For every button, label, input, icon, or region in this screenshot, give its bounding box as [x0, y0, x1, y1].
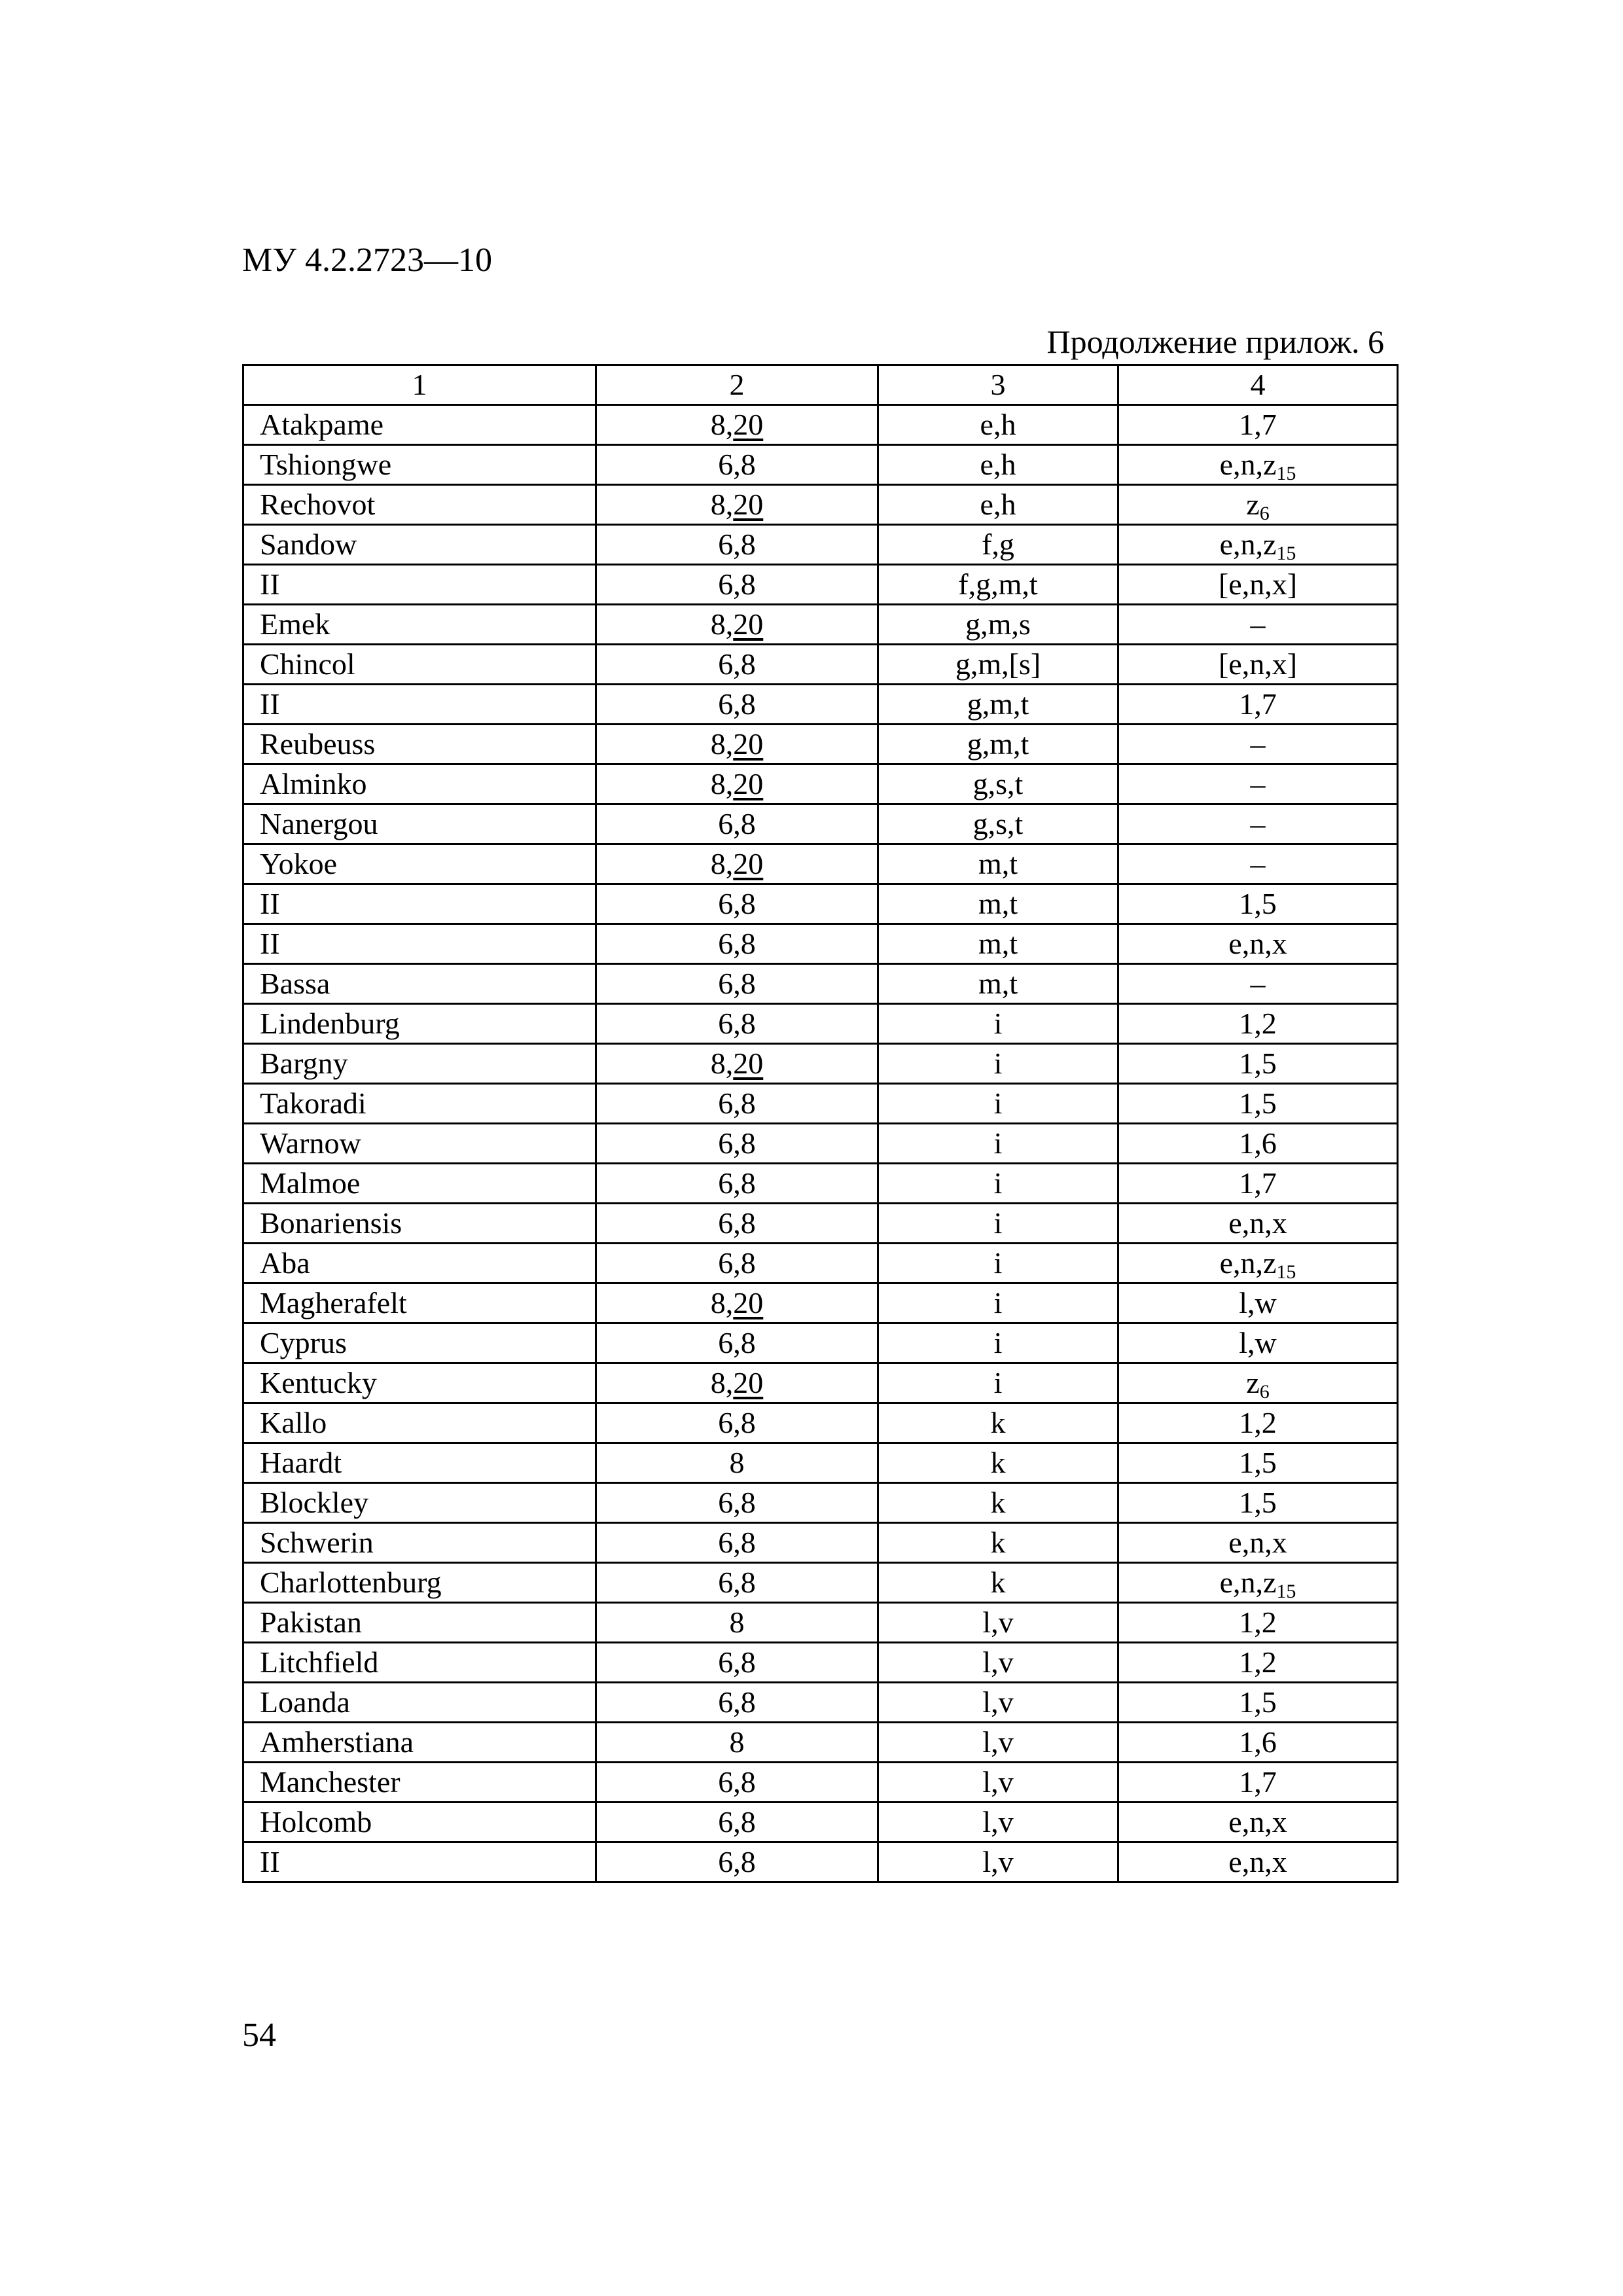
o-antigen-cell: 6,8	[596, 1683, 878, 1723]
table-row	[243, 1763, 1398, 1803]
serovar-name-cell: Charlottenburg	[243, 1563, 596, 1603]
h-phase1-cell: g,m,[s]	[878, 645, 1118, 685]
o-antigen-cell: 6,8	[596, 1244, 878, 1283]
h-phase1-cell: i	[878, 1084, 1118, 1124]
serovar-name-cell: Tshiongwe	[243, 445, 596, 485]
serovar-name-cell: Yokoe	[243, 844, 596, 884]
h-phase2-cell: $z_6$	[1118, 485, 1398, 525]
h-phase2-cell: [e,n,x]	[1118, 565, 1398, 605]
h-phase1-cell: i	[878, 1204, 1118, 1244]
serovar-name-cell: Reubeuss	[243, 725, 596, 764]
o-antigen-cell: 6,8	[596, 1842, 878, 1882]
o-antigen-cell: 6,8	[596, 1523, 878, 1563]
serovar-name-cell: Warnow	[243, 1124, 596, 1164]
o-antigen-cell: 6,8	[596, 1563, 878, 1603]
serovar-name-cell: II	[243, 884, 596, 924]
h-phase2-cell: 1,7	[1118, 1164, 1398, 1204]
h-phase2-cell: $e,n,z_{15}$	[1118, 445, 1398, 485]
h-phase1-cell: l,v	[878, 1842, 1118, 1882]
table-row	[243, 485, 1398, 525]
serovar-name-cell: Kentucky	[243, 1363, 596, 1403]
table-row	[243, 1523, 1398, 1563]
h-phase2-cell: 1,5	[1118, 1483, 1398, 1523]
h-phase1-cell: m,t	[878, 844, 1118, 884]
h-phase1-cell: i	[878, 1323, 1118, 1363]
h-phase2-cell: 1,6	[1118, 1723, 1398, 1763]
table-row	[243, 1363, 1398, 1403]
o-antigen-cell: 8,20	[596, 1283, 878, 1323]
serovar-name-cell: Blockley	[243, 1483, 596, 1523]
serovar-name-cell: Aba	[243, 1244, 596, 1283]
h-phase1-cell: i	[878, 1004, 1118, 1044]
o-antigen-cell: 6,8	[596, 1204, 878, 1244]
o-antigen-cell: 8,20	[596, 725, 878, 764]
h-phase1-cell: i	[878, 1164, 1118, 1204]
table-row	[243, 1683, 1398, 1723]
h-phase2-cell: e,n,x	[1118, 1803, 1398, 1842]
table-row	[243, 565, 1398, 605]
o-antigen-cell: 6,8	[596, 1164, 878, 1204]
serovar-name-cell: Haardt	[243, 1443, 596, 1483]
h-phase2-cell: 1,7	[1118, 1763, 1398, 1803]
o-antigen-cell: 6,8	[596, 1483, 878, 1523]
o-antigen-cell: 6,8	[596, 525, 878, 565]
table-row	[243, 725, 1398, 764]
h-phase2-cell: $z_6$	[1118, 1363, 1398, 1403]
serovar-name-cell: II	[243, 565, 596, 605]
h-phase2-cell: 1,5	[1118, 1443, 1398, 1483]
h-phase1-cell: l,v	[878, 1683, 1118, 1723]
h-phase2-cell: 1,2	[1118, 1643, 1398, 1683]
table-body	[243, 405, 1398, 1882]
h-phase2-cell: –	[1118, 605, 1398, 645]
o-antigen-cell: 8	[596, 1443, 878, 1483]
serovar-name-cell: Schwerin	[243, 1523, 596, 1563]
h-phase2-cell: –	[1118, 844, 1398, 884]
o-antigen-cell: 8,20	[596, 1363, 878, 1403]
h-phase1-cell: g,m,s	[878, 605, 1118, 645]
o-antigen-cell: 6,8	[596, 1803, 878, 1842]
h-phase2-cell: e,n,x	[1118, 1842, 1398, 1882]
h-phase1-cell: e,h	[878, 445, 1118, 485]
serovar-name-cell: Rechovot	[243, 485, 596, 525]
serovar-name-cell: Holcomb	[243, 1803, 596, 1842]
h-phase1-cell: m,t	[878, 964, 1118, 1004]
o-antigen-cell: 6,8	[596, 1643, 878, 1683]
h-phase2-cell: –	[1118, 964, 1398, 1004]
table-row	[243, 1643, 1398, 1683]
serotype-table	[242, 364, 1399, 1883]
table-row	[243, 884, 1398, 924]
h-phase2-cell: l,w	[1118, 1283, 1398, 1323]
serovar-name-cell: Kallo	[243, 1403, 596, 1443]
table-row	[243, 1723, 1398, 1763]
serovar-name-cell: Loanda	[243, 1683, 596, 1723]
table-row	[243, 1283, 1398, 1323]
serovar-name-cell: Pakistan	[243, 1603, 596, 1643]
h-phase2-cell: 1,7	[1118, 405, 1398, 445]
table-row	[243, 1004, 1398, 1044]
h-phase2-cell: e,n,x	[1118, 924, 1398, 964]
table-row	[243, 1044, 1398, 1084]
table-row	[243, 1244, 1398, 1283]
table-row	[243, 525, 1398, 565]
serovar-name-cell: Manchester	[243, 1763, 596, 1803]
table-row	[243, 804, 1398, 844]
h-phase1-cell: e,h	[878, 485, 1118, 525]
table-row	[243, 1403, 1398, 1443]
h-phase1-cell: i	[878, 1044, 1118, 1084]
table-row	[243, 844, 1398, 884]
h-phase1-cell: l,v	[878, 1763, 1118, 1803]
o-antigen-cell: 6,8	[596, 1124, 878, 1164]
serovar-name-cell: Alminko	[243, 764, 596, 804]
h-phase1-cell: k	[878, 1403, 1118, 1443]
h-phase1-cell: f,g	[878, 525, 1118, 565]
o-antigen-cell: 6,8	[596, 565, 878, 605]
h-phase2-cell: l,w	[1118, 1323, 1398, 1363]
serovar-name-cell: Magherafelt	[243, 1283, 596, 1323]
o-antigen-cell: 6,8	[596, 804, 878, 844]
column-header: 2	[596, 365, 878, 405]
h-phase1-cell: i	[878, 1363, 1118, 1403]
h-phase1-cell: l,v	[878, 1803, 1118, 1842]
table-row	[243, 1483, 1398, 1523]
column-header: 3	[878, 365, 1118, 405]
serovar-name-cell: Cyprus	[243, 1323, 596, 1363]
table-row	[243, 685, 1398, 725]
h-phase2-cell: –	[1118, 725, 1398, 764]
table-row	[243, 1204, 1398, 1244]
column-header: 4	[1118, 365, 1398, 405]
o-antigen-cell: 6,8	[596, 924, 878, 964]
table-row	[243, 1323, 1398, 1363]
o-antigen-cell: 6,8	[596, 445, 878, 485]
h-phase2-cell: e,n,x	[1118, 1204, 1398, 1244]
serovar-name-cell: Chincol	[243, 645, 596, 685]
serovar-name-cell: Lindenburg	[243, 1004, 596, 1044]
serovar-name-cell: Emek	[243, 605, 596, 645]
o-antigen-cell: 6,8	[596, 1323, 878, 1363]
o-antigen-cell: 6,8	[596, 1763, 878, 1803]
h-phase1-cell: i	[878, 1283, 1118, 1323]
h-phase1-cell: k	[878, 1523, 1118, 1563]
o-antigen-cell: 6,8	[596, 645, 878, 685]
h-phase2-cell: 1,2	[1118, 1603, 1398, 1643]
h-phase1-cell: l,v	[878, 1643, 1118, 1683]
h-phase2-cell: $e,n,z_{15}$	[1118, 1244, 1398, 1283]
h-phase1-cell: g,m,t	[878, 685, 1118, 725]
serovar-name-cell: Atakpame	[243, 405, 596, 445]
h-phase1-cell: l,v	[878, 1723, 1118, 1763]
o-antigen-cell: 8	[596, 1723, 878, 1763]
o-antigen-cell: 6,8	[596, 685, 878, 725]
h-phase1-cell: k	[878, 1483, 1118, 1523]
serovar-name-cell: II	[243, 685, 596, 725]
h-phase2-cell: 1,2	[1118, 1004, 1398, 1044]
o-antigen-cell: 8,20	[596, 605, 878, 645]
h-phase1-cell: i	[878, 1124, 1118, 1164]
serovar-name-cell: Malmoe	[243, 1164, 596, 1204]
h-phase2-cell: $e,n,z_{15}$	[1118, 1563, 1398, 1603]
h-phase2-cell: 1,2	[1118, 1403, 1398, 1443]
serovar-name-cell: Bonariensis	[243, 1204, 596, 1244]
h-phase2-cell: 1,5	[1118, 1683, 1398, 1723]
o-antigen-cell: 6,8	[596, 1004, 878, 1044]
table-row	[243, 1164, 1398, 1204]
serovar-name-cell: II	[243, 924, 596, 964]
o-antigen-cell: 6,8	[596, 964, 878, 1004]
h-phase1-cell: m,t	[878, 884, 1118, 924]
table-row	[243, 445, 1398, 485]
h-phase2-cell: 1,5	[1118, 1084, 1398, 1124]
serovar-name-cell: Nanergou	[243, 804, 596, 844]
serovar-name-cell: Sandow	[243, 525, 596, 565]
table-row	[243, 1603, 1398, 1643]
table-row	[243, 1563, 1398, 1603]
o-antigen-cell: 6,8	[596, 884, 878, 924]
o-antigen-cell: 8,20	[596, 405, 878, 445]
h-phase1-cell: g,m,t	[878, 725, 1118, 764]
table-header-row	[243, 365, 1398, 405]
table-row	[243, 1084, 1398, 1124]
serovar-name-cell: Bassa	[243, 964, 596, 1004]
h-phase1-cell: k	[878, 1443, 1118, 1483]
o-antigen-cell: 6,8	[596, 1403, 878, 1443]
table-row	[243, 645, 1398, 685]
table-row	[243, 964, 1398, 1004]
serovar-name-cell: II	[243, 1842, 596, 1882]
o-antigen-cell: 8,20	[596, 844, 878, 884]
h-phase2-cell: 1,5	[1118, 1044, 1398, 1084]
document-code: МУ 4.2.2723—10	[242, 242, 493, 279]
serovar-name-cell: Litchfield	[243, 1643, 596, 1683]
h-phase2-cell: [e,n,x]	[1118, 645, 1398, 685]
serovar-name-cell: Takoradi	[243, 1084, 596, 1124]
h-phase1-cell: l,v	[878, 1603, 1118, 1643]
h-phase1-cell: g,s,t	[878, 804, 1118, 844]
h-phase2-cell: –	[1118, 764, 1398, 804]
table-row	[243, 1803, 1398, 1842]
table-row	[243, 1842, 1398, 1882]
page-number: 54	[242, 2017, 276, 2054]
table-row	[243, 924, 1398, 964]
table-caption: Продолжение прилож. 6	[1046, 323, 1384, 360]
o-antigen-cell: 8	[596, 1603, 878, 1643]
h-phase1-cell: k	[878, 1563, 1118, 1603]
h-phase1-cell: f,g,m,t	[878, 565, 1118, 605]
table-row	[243, 405, 1398, 445]
o-antigen-cell: 8,20	[596, 764, 878, 804]
o-antigen-cell: 6,8	[596, 1084, 878, 1124]
h-phase2-cell: $e,n,z_{15}$	[1118, 525, 1398, 565]
h-phase2-cell: 1,7	[1118, 685, 1398, 725]
table-row	[243, 605, 1398, 645]
h-phase2-cell: e,n,x	[1118, 1523, 1398, 1563]
h-phase1-cell: m,t	[878, 924, 1118, 964]
o-antigen-cell: 8,20	[596, 485, 878, 525]
serovar-name-cell: Bargny	[243, 1044, 596, 1084]
column-header: 1	[243, 365, 596, 405]
table-row	[243, 1443, 1398, 1483]
h-phase2-cell: 1,6	[1118, 1124, 1398, 1164]
table-row	[243, 1124, 1398, 1164]
h-phase1-cell: e,h	[878, 405, 1118, 445]
serovar-name-cell: Amherstiana	[243, 1723, 596, 1763]
o-antigen-cell: 8,20	[596, 1044, 878, 1084]
table-row	[243, 764, 1398, 804]
h-phase2-cell: 1,5	[1118, 884, 1398, 924]
h-phase1-cell: g,s,t	[878, 764, 1118, 804]
h-phase2-cell: –	[1118, 804, 1398, 844]
h-phase1-cell: i	[878, 1244, 1118, 1283]
